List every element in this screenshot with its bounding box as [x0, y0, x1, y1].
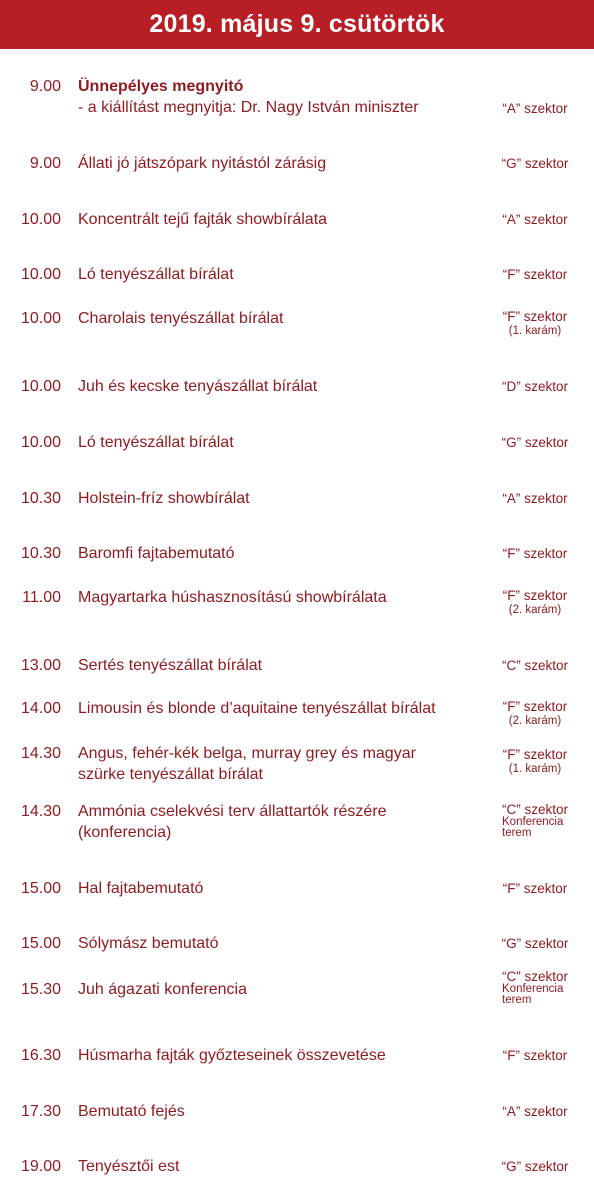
event-title: [78, 587, 478, 608]
event-title: [78, 153, 478, 174]
event-title: [78, 1156, 478, 1177]
event-title: [78, 655, 478, 676]
location-detail: Konferencia: [502, 816, 564, 828]
event-title-line: Holstein-fríz showbírálat: [78, 490, 250, 507]
event-time: 15.30: [20, 981, 61, 998]
event-title-line: Angus, fehér-kék belga, murray grey és magyar: [78, 745, 416, 762]
event-title-line: Ló tenyészállat bírálat: [78, 266, 234, 283]
event-title-line: Állati jó játszópark nyitástól zárásig: [78, 155, 327, 172]
event-title-line: Bemutató fejés: [78, 1103, 185, 1120]
event-title: [78, 1101, 478, 1122]
location-detail: Konferencia: [502, 983, 564, 995]
location-sector: “G” szektor: [501, 1159, 569, 1174]
event-location: [490, 266, 580, 283]
event-title: [78, 878, 478, 899]
location-detail: (2. karám): [508, 604, 562, 616]
event-title-line: - a kiállítást megnyitja: Dr. Nagy István miniszter: [78, 99, 419, 116]
event-time: 14.00: [20, 700, 61, 717]
event-time: 10.00: [20, 266, 61, 283]
event-location: [490, 970, 580, 1006]
event-title-line: Sertés tenyészállat bírálat: [78, 657, 263, 674]
event-title: [78, 432, 478, 453]
event-location: [490, 490, 580, 507]
event-time: 10.00: [20, 378, 61, 395]
event-title: [78, 933, 478, 954]
event-time: 10.30: [20, 545, 61, 562]
location-sector: “C” szektor: [501, 969, 568, 984]
event-title: [78, 543, 478, 564]
event-location: [490, 100, 580, 117]
event-time: 10.30: [20, 490, 61, 507]
event-location: [490, 698, 580, 728]
location-sector: “F” szektor: [502, 546, 568, 561]
event-location: [490, 1103, 580, 1120]
event-title: [78, 1045, 478, 1066]
event-title-line: Limousin és blonde d’aquitaine tenyészállat bírálat: [78, 700, 436, 717]
event-location: [490, 880, 580, 897]
event-title: [78, 979, 478, 1000]
event-title-line: Sólymász bemutató: [78, 935, 219, 952]
event-location: [490, 1158, 580, 1175]
event-title-line: Juh ágazati konferencia: [78, 981, 247, 998]
location-detail: terem: [502, 994, 532, 1006]
event-title: [78, 376, 478, 397]
location-sector: “G” szektor: [501, 936, 569, 951]
event-title-line: Ló tenyészállat bírálat: [78, 434, 234, 451]
event-time: 10.00: [20, 434, 61, 451]
location-detail: (2. karám): [508, 715, 562, 727]
event-location: [490, 211, 580, 228]
event-title-line: Tenyésztői est: [78, 1158, 180, 1175]
location-sector: “A” szektor: [502, 491, 568, 506]
event-time: 15.00: [20, 935, 61, 952]
event-time: 17.30: [20, 1103, 61, 1120]
event-location: [490, 1047, 580, 1064]
event-time: 9.00: [29, 78, 61, 95]
event-title: [78, 488, 478, 509]
event-time: 15.00: [20, 880, 61, 897]
event-time: 10.00: [20, 211, 61, 228]
location-sector: “D” szektor: [501, 379, 568, 394]
event-location: [490, 308, 580, 338]
location-sector: “A” szektor: [502, 212, 568, 227]
event-location: [490, 378, 580, 395]
event-time: 11.00: [22, 589, 61, 606]
location-detail: (1. karám): [508, 763, 562, 775]
event-time: 14.30: [20, 745, 61, 762]
location-sector: “A” szektor: [502, 101, 568, 116]
event-location: [490, 587, 580, 617]
location-sector: “F” szektor: [502, 267, 568, 282]
event-location: [490, 935, 580, 952]
location-sector: “F” szektor: [502, 747, 568, 762]
event-title-line: Koncentrált tejű fajták showbírálata: [78, 211, 328, 228]
event-location: [490, 746, 580, 776]
event-time: 14.30: [20, 803, 61, 820]
event-time: 16.30: [20, 1047, 61, 1064]
location-sector: “C” szektor: [501, 658, 568, 673]
location-sector: “F” szektor: [502, 1048, 568, 1063]
location-sector: “A” szektor: [502, 1104, 568, 1119]
event-title-line: Ammónia cselekvési terv állattartók részére: [78, 803, 387, 820]
event-location: [490, 803, 580, 839]
location-detail: (1. karám): [508, 325, 562, 337]
event-title: [78, 698, 478, 719]
event-title-line: Charolais tenyészállat bírálat: [78, 310, 284, 327]
location-sector: “G” szektor: [501, 156, 569, 171]
event-location: [490, 434, 580, 451]
location-sector: “C” szektor: [501, 802, 568, 817]
event-time: 10.00: [20, 310, 61, 327]
location-detail: terem: [502, 827, 532, 839]
event-time: 9.00: [29, 155, 61, 172]
event-title: [78, 743, 478, 785]
location-sector: “F” szektor: [502, 881, 568, 896]
page-title: 2019. május 9. csütörtök: [149, 10, 445, 38]
event-title: [78, 264, 478, 285]
location-sector: “F” szektor: [502, 588, 568, 603]
event-title-line: Baromfi fajtabemutató: [78, 545, 235, 562]
event-title: [78, 76, 478, 118]
event-title: [78, 308, 478, 329]
event-title-line: Ünnepélyes megnyitó: [78, 78, 244, 95]
event-title-line: (konferencia): [78, 824, 172, 841]
event-title-line: Húsmarha fajták győzteseinek összevetése: [78, 1047, 386, 1064]
event-title-line: Juh és kecske tenyászállat bírálat: [78, 378, 318, 395]
event-title: [78, 801, 478, 843]
event-time: 13.00: [20, 657, 61, 674]
event-location: [490, 155, 580, 172]
event-title: [78, 209, 478, 230]
event-title-line: Hal fajtabemutató: [78, 880, 204, 897]
event-location: [490, 545, 580, 562]
event-title-line: Magyartarka húshasznosítású showbírálata: [78, 589, 387, 606]
location-sector: “F” szektor: [502, 699, 568, 714]
location-sector: “G” szektor: [501, 435, 569, 450]
location-sector: “F” szektor: [502, 309, 568, 324]
event-title-line: szürke tenyészállat bírálat: [78, 766, 263, 783]
page-header: [0, 0, 594, 49]
event-time: 19.00: [20, 1158, 61, 1175]
event-location: [490, 657, 580, 674]
